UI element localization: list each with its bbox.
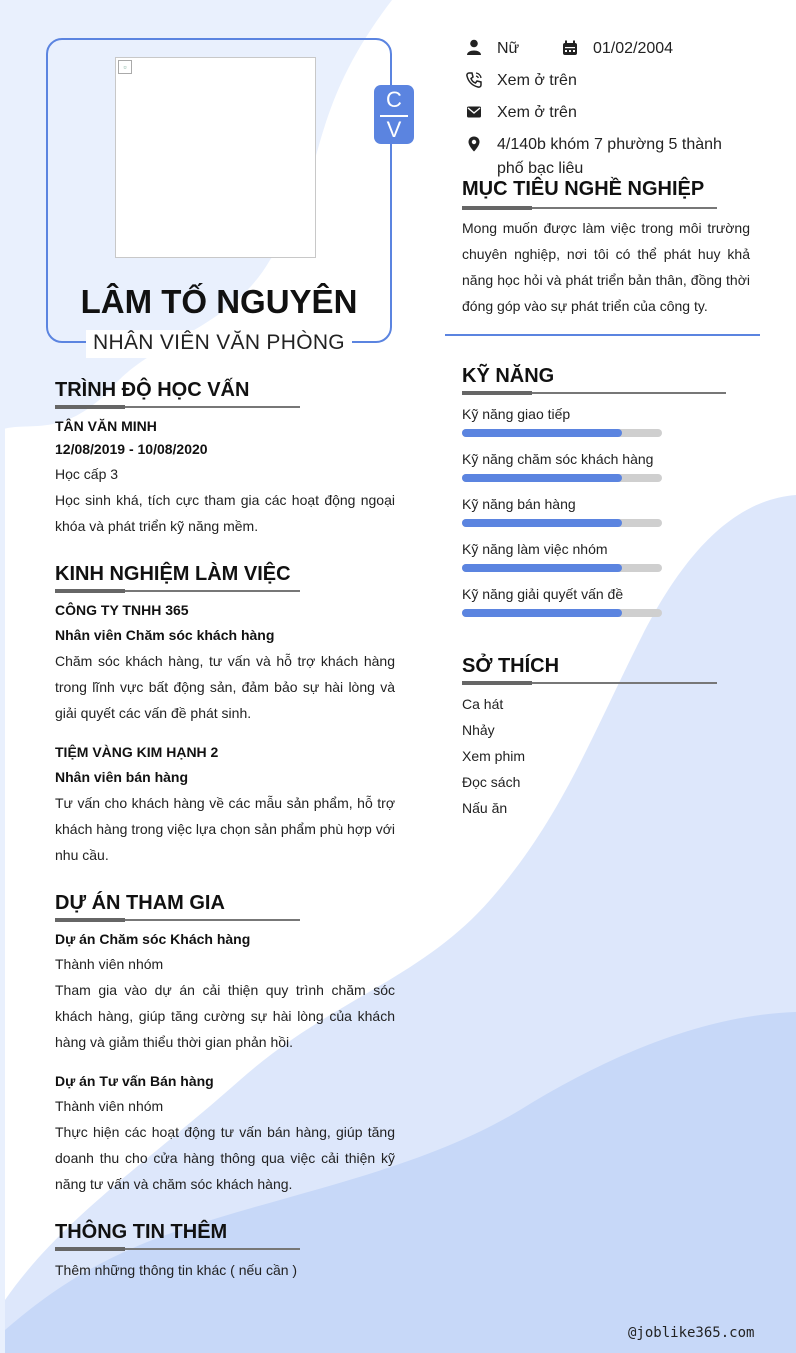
skill-bar-fill [462,519,622,527]
hobbies-heading-underline [462,682,717,684]
hobby-item: Xem phim [462,748,526,764]
cv-badge-bottom: V [386,117,402,142]
skill-bar-fill [462,429,622,437]
hobby-item: Ca hát [462,696,504,712]
skill-label: Kỹ năng giải quyết vấn đề [462,586,624,602]
project-role: Thành viên nhóm [55,1098,164,1114]
skill-label: Kỹ năng làm việc nhóm [462,541,608,557]
project-description: Thực hiện các hoạt động tư vấn bán hàng, giúp tăng doanh thu cho cửa hàng thông qua việc cải thiện kỹ năng tư vấn và chăm sóc khách hàng. [55,1124,395,1192]
job-description: Tư vấn cho khách hàng về các mẫu sản phẩm, hỗ trợ khách hàng trong việc lựa chọn sản phẩm phù hợp với nhu cầu. [55,795,395,863]
phone-value: Xem ở trên [497,72,577,89]
experience-heading: KINH NGHIỆM LÀM VIỆC [55,563,291,585]
objective-text: Mong muốn được làm việc trong môi trường chuyên nghiệp, nơi tôi có thể phát huy khả năng học hỏi và phát triển bản thân, đồng thời đóng góp vào sự phát triển của công ty. [462,220,750,314]
skill-label: Kỹ năng bán hàng [462,496,576,512]
company-name: TIỆM VÀNG KIM HẠNH 2 [55,744,219,760]
birthdate-value: 01/02/2004 [593,40,674,57]
skill-bar [462,564,662,572]
skill-bar-fill [462,564,622,572]
project-name: Dự án Chăm sóc Khách hàng [55,931,251,947]
person-icon [466,39,482,55]
hobby-item: Nấu ăn [462,800,508,816]
footer-watermark: @joblike365.com [628,1325,755,1341]
objective-heading: MỤC TIÊU NGHỀ NGHIỆP [462,178,705,200]
candidate-role: NHÂN VIÊN VĂN PHÒNG [93,331,345,354]
experience-heading-underline [55,590,300,592]
skill-bar [462,519,662,527]
skill-bar [462,609,662,617]
projects-heading-underline [55,919,300,921]
hobby-item: Nhảy [462,722,495,738]
objective-divider [445,334,760,336]
objective-heading-underline [462,207,717,209]
skill-bar [462,474,662,482]
education-period: 12/08/2019 - 10/08/2020 [55,441,208,457]
education-heading: TRÌNH ĐỘ HỌC VẤN [55,379,250,401]
job-title: Nhân viên bán hàng [55,769,189,785]
cv-badge-top: C [386,87,402,112]
cv-badge [374,85,414,144]
skill-label: Kỹ năng chăm sóc khách hàng [462,451,654,467]
education-description: Học sinh khá, tích cực tham gia các hoạt động ngoại khóa và phát triển kỹ năng mềm. [55,492,395,534]
skills-heading: KỸ NĂNG [462,365,555,387]
education-level: Học cấp 3 [55,466,119,482]
school-name: TÂN VĂN MINH [55,418,157,434]
skill-label: Kỹ năng giao tiếp [462,406,571,422]
calendar-icon [562,40,578,56]
email-icon [466,104,482,120]
hobby-item: Đọc sách [462,774,521,790]
broken-image-icon: ▫ [118,60,132,74]
project-role: Thành viên nhóm [55,956,164,972]
job-description: Chăm sóc khách hàng, tư vấn và hỗ trợ khách hàng trong lĩnh vực bất động sản, đảm bảo sự hài lòng và giải quyết các vấn đề phát sinh. [55,653,395,721]
phone-icon [466,72,482,88]
candidate-name: LÂM TỐ NGUYÊN [80,283,358,320]
projects-heading: DỰ ÁN THAM GIA [55,892,225,914]
location-pin-icon [466,136,482,152]
additional-text: Thêm những thông tin khác ( nếu cần ) [55,1262,298,1278]
company-name: CÔNG TY TNHH 365 [55,602,189,618]
hobbies-heading: SỞ THÍCH [462,655,560,677]
additional-heading: THÔNG TIN THÊM [55,1221,228,1243]
gender-value: Nữ [497,40,520,57]
education-heading-underline [55,406,300,408]
address-value: 4/140b khóm 7 phường 5 thành phố bạc liêu [497,136,722,177]
email-value: Xem ở trên [497,104,577,121]
project-name: Dự án Tư vấn Bán hàng [55,1073,214,1089]
skill-bar [462,429,662,437]
project-description: Tham gia vào dự án cải thiện quy trình chăm sóc khách hàng, giúp tăng cường sự hài lòng của khách hàng và giảm thiểu thời gian phản hồi. [55,982,395,1050]
skills-heading-underline [462,392,726,394]
profile-photo [115,57,316,258]
skill-bar-fill [462,474,622,482]
additional-heading-underline [55,1248,300,1250]
skill-bar-fill [462,609,622,617]
job-title: Nhân viên Chăm sóc khách hàng [55,627,275,643]
